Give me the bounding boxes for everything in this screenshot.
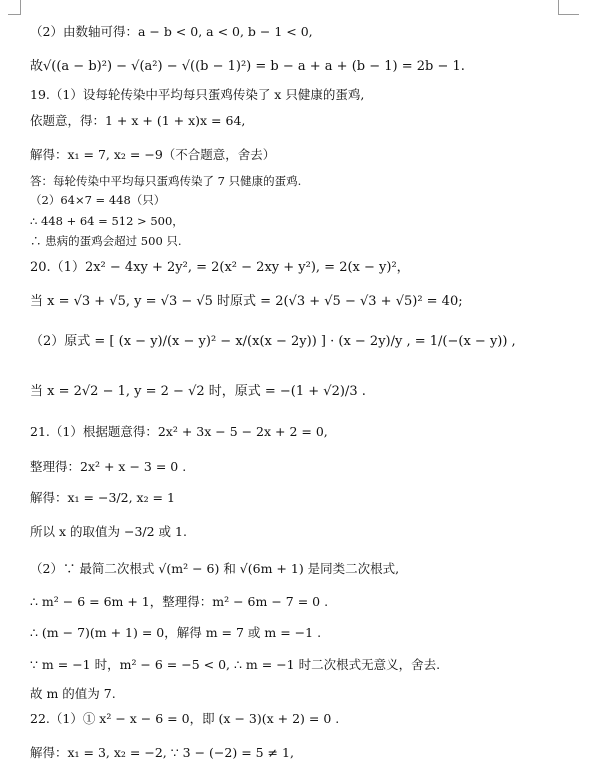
- text-line: 答：每轮传染中平均每只蛋鸡传染了 7 只健康的蛋鸡.: [30, 174, 302, 188]
- text-line: ∴ m² − 6 = 6m + 1，整理得：m² − 6m − 7 = 0 .: [30, 594, 329, 609]
- text-line: 整理得：2x² + x − 3 = 0 .: [30, 459, 187, 474]
- text-line: 解得：x₁ = 7, x₂ = −9（不合题意，舍去）: [30, 147, 276, 162]
- text-line: 故 m 的值为 7.: [30, 686, 116, 701]
- text-line: ∴ (m − 7)(m + 1) = 0，解得 m = 7 或 m = −1 .: [30, 625, 322, 640]
- text-line: 所以 x 的取值为 −3/2 或 1.: [30, 524, 187, 539]
- text-line: 当 x = 2√2 − 1, y = 2 − √2 时，原式 = −(1 + √2)/3 .: [30, 384, 366, 399]
- text-line: 解得：x₁ = 3, x₂ = −2, ∵ 3 − (−2) = 5 ≠ 1,: [30, 745, 294, 760]
- text-line: （2）由数轴可得：a − b < 0, a < 0, b − 1 < 0,: [30, 24, 313, 39]
- text-line: 22.（1）① x² − x − 6 = 0，即 (x − 3)(x + 2) = 0 .: [30, 711, 340, 726]
- text-line: （2）∵ 最简二次根式 √(m² − 6) 和 √(6m + 1) 是同类二次根式,: [30, 561, 400, 576]
- text-line: ∴ 448 + 64 = 512 > 500，: [30, 214, 184, 228]
- text-line: 依题意，得：1 + x + (1 + x)x = 64,: [30, 113, 246, 128]
- text-line: 故√((a − b)²) − √(a²) − √((b − 1)²) = b − a + a + (b − 1) = 2b − 1.: [30, 59, 465, 74]
- text-line: 解得：x₁ = −3/2, x₂ = 1: [30, 490, 175, 505]
- text-line: （2）64×7 = 448（只）: [30, 193, 166, 207]
- text-line: ∴ 患病的蛋鸡会超过 500 只.: [30, 234, 182, 248]
- text-line: 19.（1）设每轮传染中平均每只蛋鸡传染了 x 只健康的蛋鸡,: [30, 87, 365, 102]
- text-line: 当 x = √3 + √5, y = √3 − √5 时原式 = 2(√3 + √5 − √3 + √5)² = 40;: [30, 294, 463, 309]
- page-corner-mark-left: [8, 0, 21, 15]
- page-corner-mark-right: [558, 0, 579, 15]
- text-line: （2）原式 = [ (x − y)/(x − y)² − x/(x(x − 2y)) ] · (x − 2y)/y , = 1/(−(x − y)) ,: [30, 334, 516, 349]
- text-line: 21.（1）根据题意得：2x² + 3x − 5 − 2x + 2 = 0,: [30, 424, 328, 439]
- text-line: 20.（1）2x² − 4xy + 2y², = 2(x² − 2xy + y²), = 2(x − y)²，: [30, 260, 410, 275]
- text-line: ∵ m = −1 时，m² − 6 = −5 < 0, ∴ m = −1 时二次根式无意义，舍去.: [30, 657, 441, 672]
